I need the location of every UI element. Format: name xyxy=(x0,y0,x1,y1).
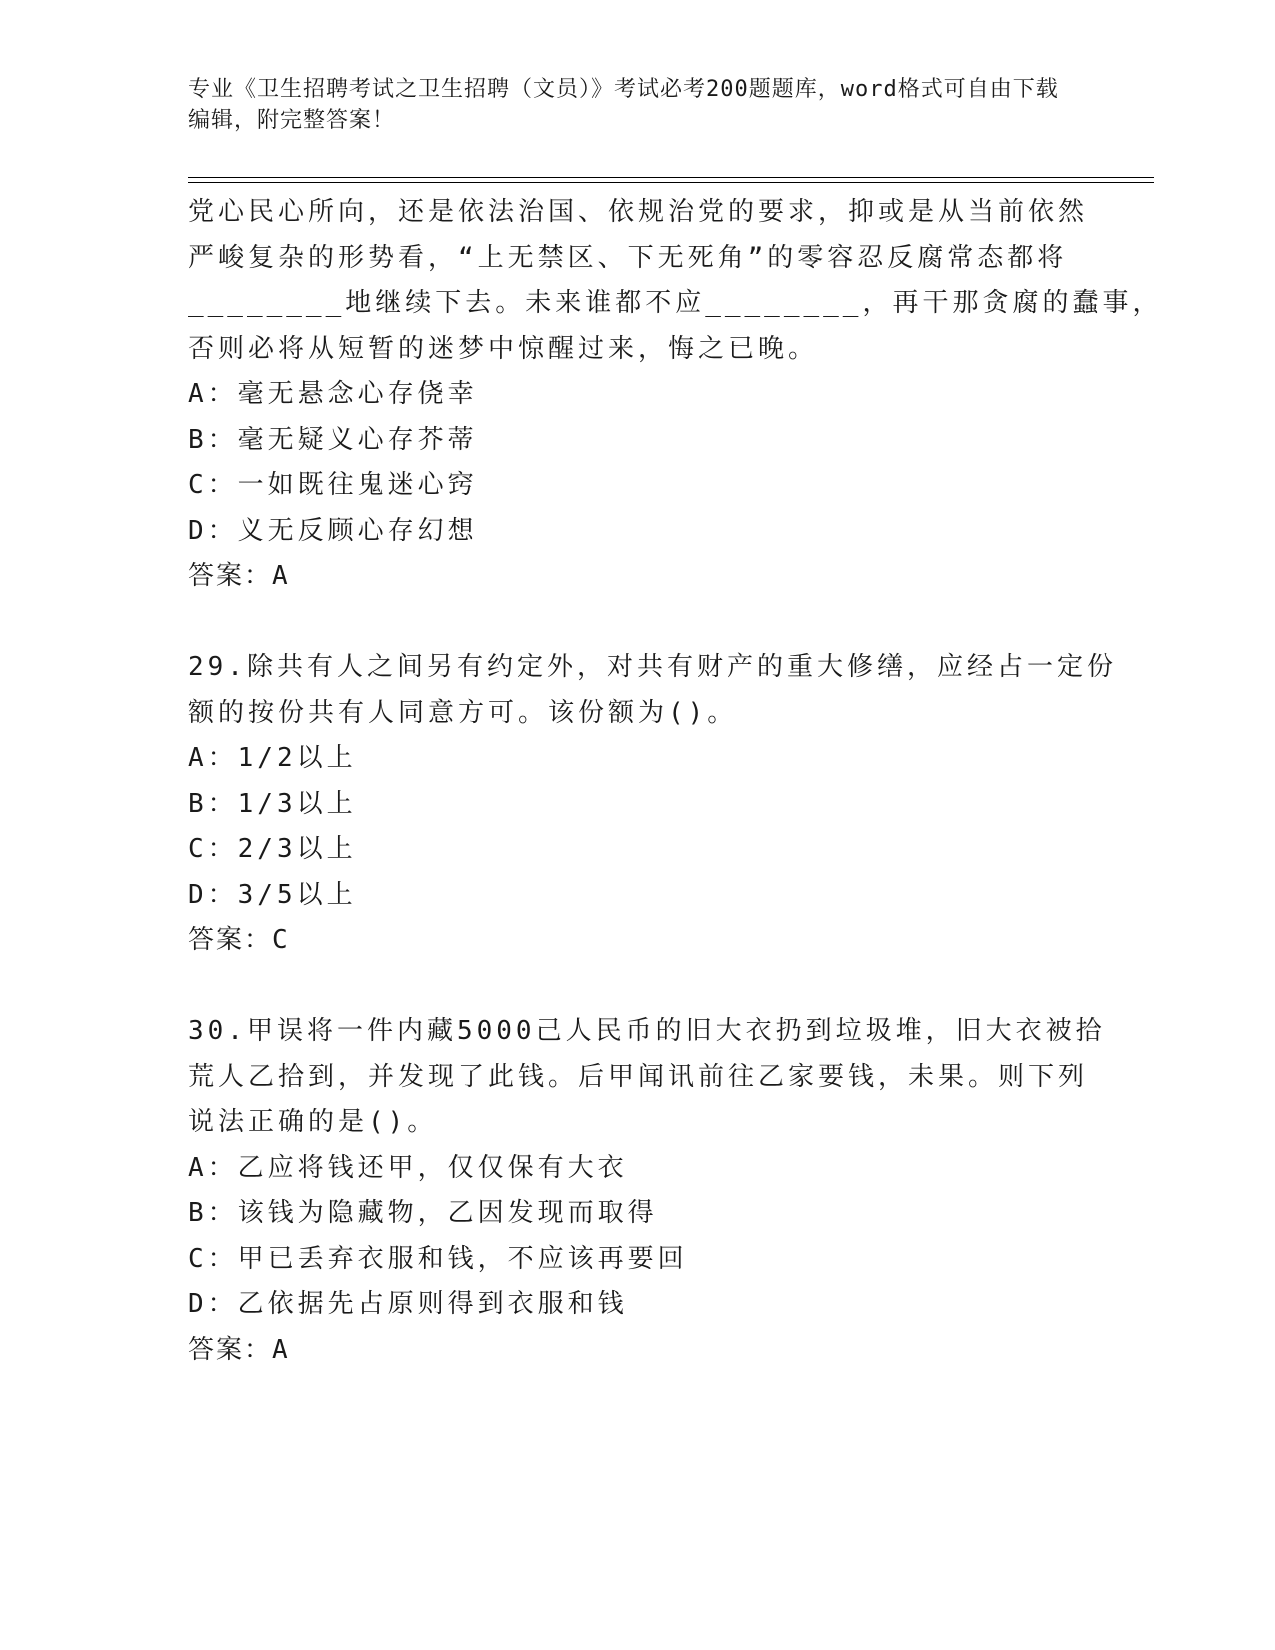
question-stem-line: 否则必将从短暂的迷梦中惊醒过来，悔之已晚。 xyxy=(188,333,819,364)
option-b: B：毫无疑义心存芥蒂 xyxy=(188,424,478,455)
question-stem-line: 荒人乙拾到，并发现了此钱。后甲闻讯前往乙家要钱，未果。则下列 xyxy=(188,1061,1089,1092)
question-stem-line: 30.甲误将一件内藏5000己人民币的旧大衣扔到垃圾堆，旧大衣被拾 xyxy=(188,1016,1106,1046)
option-d: D：3/5以上 xyxy=(188,879,357,910)
answer-line: 答案：A xyxy=(188,1334,290,1365)
option-d: D：义无反顾心存幻想 xyxy=(188,515,478,546)
option-d: D：乙依据先占原则得到衣服和钱 xyxy=(188,1289,628,1319)
header-divider-top xyxy=(188,177,1154,178)
question-stem-line: ________地继续下去。未来谁都不应________，再干那贪腐的蠢事， xyxy=(188,288,1163,318)
question-stem-line: 党心民心所向，还是依法治国、依规治党的要求，抑或是从当前依然 xyxy=(188,197,1089,227)
option-c: C：甲已丢弃衣服和钱，不应该再要回 xyxy=(188,1243,688,1274)
document-body xyxy=(188,190,1163,1373)
header-divider-bottom xyxy=(188,182,1154,183)
question-spacer xyxy=(188,600,1088,646)
question-29 xyxy=(188,645,1117,964)
option-a: A：毫无悬念心存侥幸 xyxy=(188,379,478,409)
question-30 xyxy=(188,1009,1106,1373)
question-stem-line: 说法正确的是()。 xyxy=(188,1107,438,1137)
answer-line: 答案：C xyxy=(188,925,290,955)
question-stem-line: 严峻复杂的形势看，“上无禁区、下无死角”的零容忍反腐常态都将 xyxy=(188,242,1068,273)
option-b: B：该钱为隐藏物，乙因发现而取得 xyxy=(188,1198,658,1228)
option-b: B：1/3以上 xyxy=(188,788,357,819)
answer-line: 答案：A xyxy=(188,561,290,591)
option-a: A：1/2以上 xyxy=(188,743,357,773)
question-stem-line: 额的按份共有人同意方可。该份额为()。 xyxy=(188,697,738,728)
question-28 xyxy=(188,190,1163,600)
question-stem-line: 29.除共有人之间另有约定外，对共有财产的重大修缮，应经占一定份 xyxy=(188,652,1117,682)
option-a: A：乙应将钱还甲，仅仅保有大衣 xyxy=(188,1152,628,1183)
option-c: C：2/3以上 xyxy=(188,834,357,864)
document-header: 专业《卫生招聘考试之卫生招聘（文员）》考试必考200题题库，word格式可自由下载编辑，附完整答案！ xyxy=(188,77,1059,133)
question-spacer xyxy=(188,964,1088,1010)
option-c: C：一如既往鬼迷心窍 xyxy=(188,470,478,500)
